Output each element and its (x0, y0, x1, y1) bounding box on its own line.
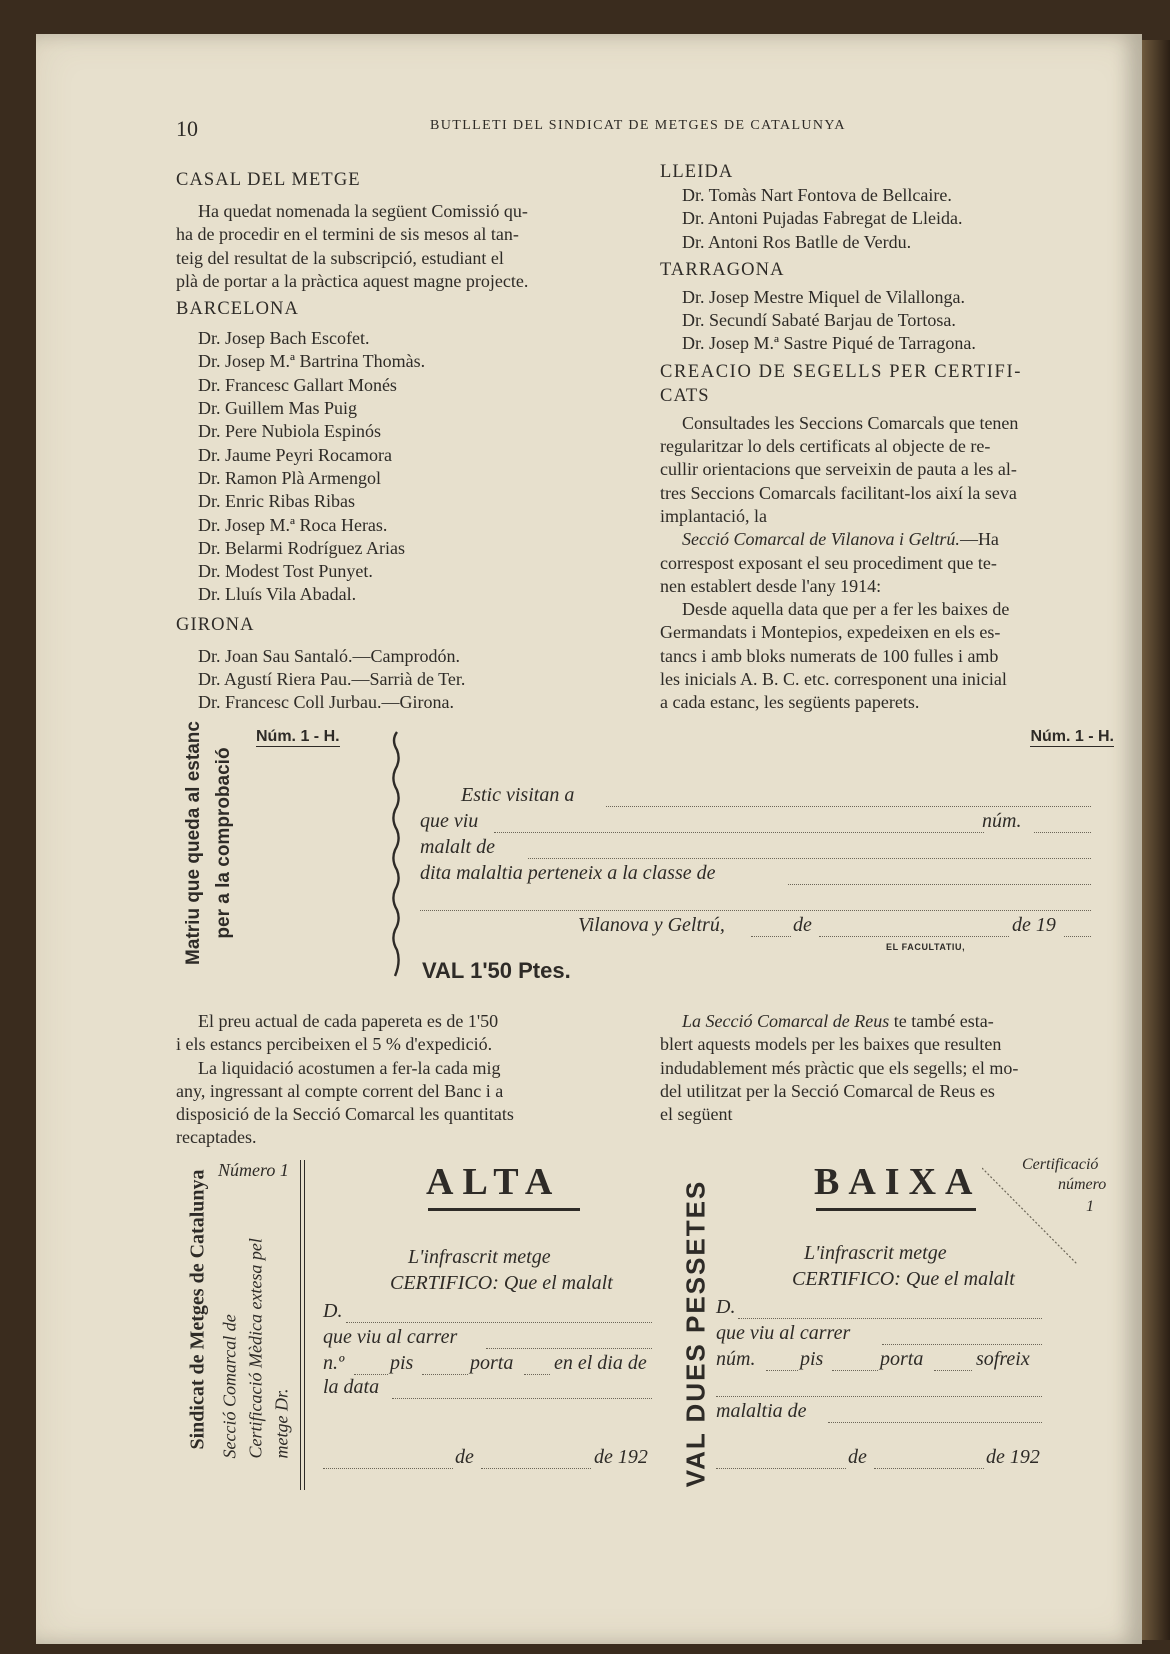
creacio-title: CREACIO DE SEGELLS PER CERTIFI- (660, 361, 1022, 382)
text-line: Consultades les Seccions Comarcals que tenen (682, 412, 1019, 433)
text-line: blert aquests models per les baixes que resulten (660, 1034, 1002, 1055)
text-line: el següent (660, 1104, 733, 1125)
member-item: Dr. Pere Nubiola Espinós (198, 421, 381, 442)
form-dotline (766, 1370, 798, 1371)
text-line: correspost exposant el seu procediment que te- (660, 552, 997, 573)
member-item: Dr. Josep M.ª Bartrina Thomàs. (198, 351, 426, 372)
member-item: Dr. Antoni Ros Batlle de Verdu. (682, 231, 912, 252)
intro-paragraph (176, 200, 632, 293)
certificacio-number: 1 (1086, 1198, 1094, 1215)
reus-vertical-4: metge Dr. (271, 1388, 292, 1459)
intro-line: ha de procedir en el termini de sis mesos al tan- (176, 224, 519, 245)
form-dotline (738, 1318, 1042, 1319)
alta-carrer: que viu al carrer (323, 1326, 458, 1348)
alta-de192: de 192 (594, 1446, 648, 1468)
baixa-d: D. (716, 1296, 736, 1318)
form-dotline (420, 910, 1091, 911)
val-dues-pessetes: VAL DUES PESSETES (680, 1179, 711, 1488)
member-item: Dr. Agustí Riera Pau.—Sarrià de Ter. (198, 669, 466, 690)
text-line: implantació, la (660, 505, 767, 526)
text-line: any, ingressant al compte corrent del Banc i a (176, 1080, 504, 1101)
member-item: Dr. Francesc Coll Jurbau.—Girona. (198, 692, 454, 713)
creacio-title-cont: CATS (660, 385, 710, 406)
middle-right-text (660, 1010, 1116, 1126)
baixa-infrascrit: L'infrascrit metge (804, 1242, 947, 1264)
text-line: del utilitzat per la Secció Comarcal de Reus es (660, 1080, 995, 1101)
form-dotline (832, 1370, 878, 1371)
member-item: Dr. Josep Bach Escofet. (198, 328, 370, 349)
member-item: Dr. Secundí Sabaté Barjau de Tortosa. (682, 310, 956, 331)
reus-vertical-1: Sindicat de Metges de Catalunya (186, 1169, 209, 1450)
stub-separator (300, 1160, 305, 1490)
alta-dia: en el dia de (554, 1352, 647, 1374)
form-de19: de 19 (1012, 914, 1056, 936)
section-title-casal: CASAL DEL METGE (176, 170, 361, 190)
form-dotline (934, 1370, 972, 1371)
alta-porta: porta (470, 1352, 514, 1374)
form-dotline (346, 1322, 652, 1323)
stub-text-2: per a la comprobació (213, 747, 234, 939)
intro-line: plà de portar a la pràctica aquest magne projecte. (176, 270, 529, 291)
form-dita: dita malaltia perteneix a la classe de (420, 862, 716, 884)
baixa-underline (816, 1208, 976, 1211)
middle-left-text (176, 1010, 632, 1150)
alta-pis: pis (390, 1352, 414, 1374)
form-dotline (486, 1348, 652, 1349)
member-item: Dr. Lluís Vila Abadal. (198, 584, 357, 605)
form-dotline (716, 1396, 1042, 1397)
form-val: VAL 1'50 Ptes. (422, 958, 571, 983)
baixa-de: de (848, 1446, 867, 1468)
form-dotline (1064, 936, 1091, 937)
stub-text-1: Matriu que queda al estanc (183, 721, 204, 965)
alta-d: D. (323, 1300, 343, 1322)
book-spine (1142, 40, 1170, 1640)
form-dotline (716, 1468, 846, 1469)
reus-numero: Número 1 (218, 1160, 289, 1180)
text-line: a cada estanc, les següents paperets. (660, 692, 920, 713)
tarragona-members (660, 286, 1116, 356)
form-dotline (323, 1468, 453, 1469)
alta-certifico: CERTIFICO: Que el malalt (390, 1272, 613, 1294)
form-de: de (793, 914, 812, 936)
alta-infrascrit: L'infrascrit metge (408, 1246, 551, 1268)
intro-line: teig del resultat de la subscripció, estudiant el (176, 247, 504, 268)
lleida-members (660, 184, 1116, 254)
baixa-carrer: que viu al carrer (716, 1322, 851, 1344)
member-item: Dr. Josep Mestre Miquel de Vilallonga. (682, 286, 966, 307)
certificacio-label: Certificació (1022, 1156, 1099, 1173)
form-dotline (481, 1468, 591, 1469)
member-item: Dr. Josep M.ª Roca Heras. (198, 514, 388, 535)
alta-underline (428, 1208, 580, 1211)
right-column (660, 160, 1116, 715)
baixa-sofreix: sofreix (976, 1348, 1030, 1370)
member-item: Dr. Ramon Plà Armengol (198, 467, 381, 488)
form-dotline (392, 1398, 652, 1399)
form-num: núm. (982, 810, 1022, 832)
barcelona-members (176, 327, 632, 607)
text-line: La liquidació acostumen a fer-la cada mig (198, 1057, 501, 1078)
text-line: recaptades. (176, 1127, 257, 1148)
form-malalt: malalt de (420, 836, 495, 858)
alta-title: ALTA (426, 1161, 562, 1203)
form-facultatiu: EL FACULTATIU, (886, 942, 966, 952)
form-dotline (788, 884, 1091, 885)
reus-intro-line (660, 1010, 1116, 1033)
stamp-number-left: Núm. 1 - H. (256, 728, 340, 745)
text-line: indudablement més pràctic que els segells; el mo- (660, 1057, 1019, 1078)
form-place: Vilanova y Geltrú, (578, 914, 725, 936)
text-line: regularitzar lo dels certificats al objecte de re- (660, 436, 991, 457)
form-dotline (751, 936, 791, 937)
form-dotline (354, 1374, 388, 1375)
reus-vertical-2-text: Secció Comarcal de (219, 1314, 240, 1459)
member-item: Dr. Modest Tost Punyet. (198, 561, 373, 582)
numero-label: número (1058, 1176, 1107, 1193)
form-estic: Estic visitan a (461, 784, 575, 806)
member-item: Dr. Guillem Mas Puig (198, 398, 358, 419)
form-dotline (819, 936, 1009, 937)
text-line: les inicials A. B. C. etc. corresponent una inicial (660, 669, 1007, 690)
form-dotline (524, 1374, 550, 1375)
reus-vertical-3: Certificació Mèdica extesa pel (245, 1238, 266, 1459)
baixa-pis: pis (800, 1348, 824, 1370)
page-number: 10 (176, 116, 198, 141)
member-item: Dr. Josep M.ª Sastre Piqué de Tarragona. (682, 333, 976, 354)
tarragona-title: TARRAGONA (660, 259, 785, 280)
text-line: El preu actual de cada papereta es de 1'50 (198, 1011, 499, 1031)
reus-form (176, 1158, 1126, 1498)
certificacio-corner (982, 1156, 1112, 1266)
baixa-num: núm. (716, 1348, 756, 1370)
text-line: disposició de la Secció Comarcal les quantitats (176, 1104, 514, 1125)
lleida-title: LLEIDA (660, 162, 734, 182)
member-item: Dr. Antoni Pujadas Fabregat de Lleida. (682, 208, 963, 229)
baixa-certifico: CERTIFICO: Que el malalt (792, 1268, 1015, 1290)
form-dotline (606, 806, 1091, 807)
alta-n: n.º (323, 1352, 345, 1374)
girona-title: GIRONA (176, 614, 255, 635)
member-item: Dr. Belarmi Rodríguez Arias (198, 537, 405, 558)
vilanova-section-name: Secció Comarcal de Vilanova i Geltrú. (682, 529, 960, 550)
text-line: Germandats i Montepios, expedeixen en els es- (660, 622, 1001, 643)
member-item: Dr. Francesc Gallart Monés (198, 374, 397, 395)
left-column (176, 168, 632, 715)
vilanova-line (660, 528, 1116, 551)
intro-line: Ha quedat nomenada la següent Comissió qu- (198, 201, 528, 221)
vilanova-rest: —Ha (959, 529, 999, 550)
form-dotline (494, 832, 984, 833)
creacio-paragraph (660, 412, 1116, 715)
girona-members (176, 645, 632, 715)
perforation-bracket (389, 730, 397, 980)
baixa-title: BAIXA (814, 1161, 982, 1203)
text-line: tres Seccions Comarcals facilitant-los així la seva (660, 482, 1017, 503)
form-que-viu: que viu (420, 810, 479, 832)
form-dotline (528, 858, 1091, 859)
baixa-porta: porta (880, 1348, 924, 1370)
text-line: cullir orientacions que serveixin de pauta a les al- (660, 459, 1017, 480)
alta-de: de (455, 1446, 474, 1468)
baixa-de192: de 192 (986, 1446, 1040, 1468)
reus-rest: te també esta- (893, 1011, 994, 1031)
member-item: Dr. Tomàs Nart Fontova de Bellcaire. (682, 185, 952, 205)
text-line: i els estancs percibeixen el 5 % d'expedició. (176, 1034, 493, 1055)
stamp-form (176, 721, 1126, 992)
reus-vertical-2 (220, 1159, 241, 1459)
form-dotline (422, 1374, 468, 1375)
stamp-number-right: Núm. 1 - H. (1030, 728, 1114, 745)
form-dotline (1034, 832, 1091, 833)
member-item: Dr. Enric Ribas Ribas (198, 491, 355, 512)
running-title: BUTLLETI DEL SINDICAT DE METGES DE CATALUNYA (430, 118, 846, 133)
form-dotline (882, 1344, 1042, 1345)
text-line: nen establert desde l'any 1914: (660, 575, 882, 596)
form-dotline (874, 1468, 984, 1469)
baixa-malaltia: malaltia de (716, 1400, 807, 1422)
member-item: Dr. Jaume Peyri Rocamora (198, 444, 392, 465)
text-line: Desde aquella data que per a fer les baixes de (682, 599, 1010, 620)
reus-section-name: La Secció Comarcal de Reus (682, 1011, 890, 1031)
member-item: Dr. Joan Sau Santaló.—Camprodón. (198, 645, 460, 666)
barcelona-title: BARCELONA (176, 299, 299, 320)
alta-data: la data (323, 1376, 380, 1398)
text-line: tancs i amb bloks numerats de 100 fulles i amb (660, 645, 999, 666)
form-dotline (828, 1422, 1042, 1423)
